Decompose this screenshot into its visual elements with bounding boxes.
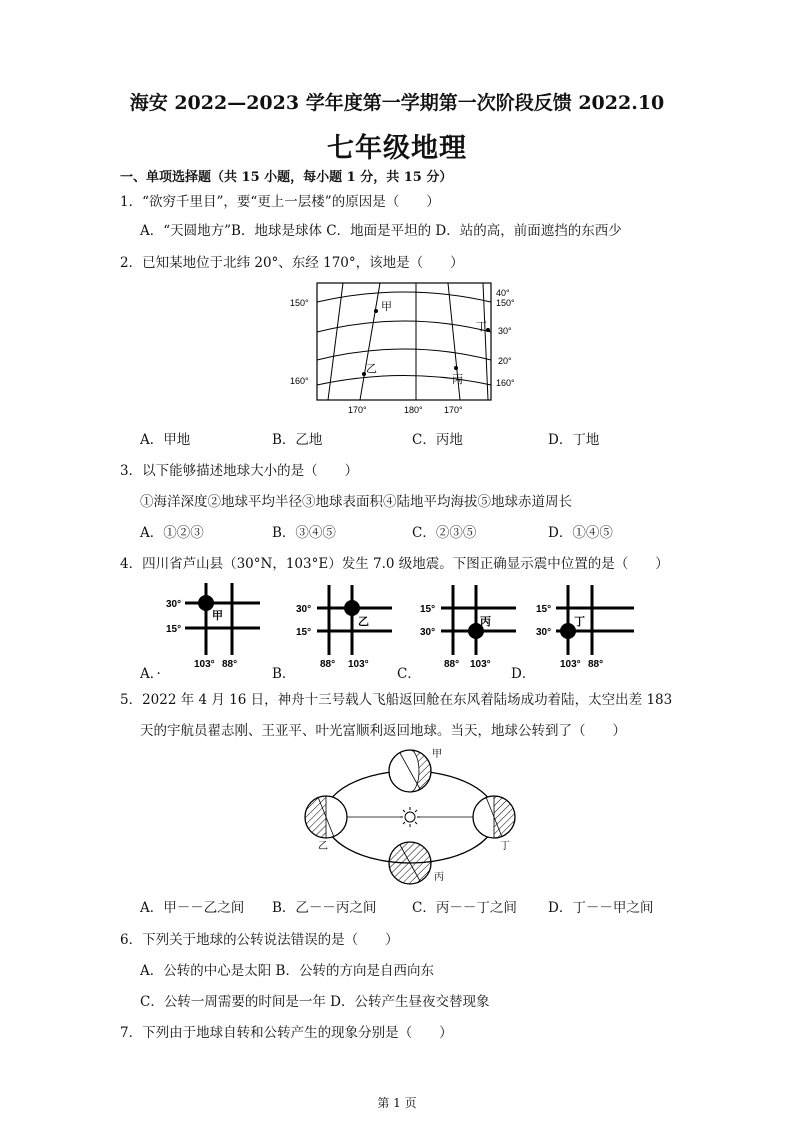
question-5-stem-line2: 天的宇航员翟志刚、王亚平、叶光富顺利返回地球。当天，地球公转到了（ ） xyxy=(140,723,626,739)
orbit-label-bottom: 丙 xyxy=(434,872,444,883)
parallel-30 xyxy=(317,321,491,332)
orbit-label-left: 乙 xyxy=(318,841,328,852)
point-bing xyxy=(454,366,458,370)
label-ding: 丁 xyxy=(476,321,487,333)
svg-text:30°: 30° xyxy=(296,604,312,615)
section-heading: 一、单项选择题（共 15 小题，每小题 1 分，共 15 分） xyxy=(120,170,453,185)
question-6-options-line1: A．公转的中心是太阳 B．公转的方向是自西向东 xyxy=(140,963,434,979)
svg-text:88°: 88° xyxy=(588,659,604,670)
svg-text:103°: 103° xyxy=(348,659,369,670)
svg-text:88°: 88° xyxy=(444,659,460,670)
question-5-option-d: D．丁－－甲之间 xyxy=(548,900,654,916)
earth-orbit-figure xyxy=(300,745,530,885)
parallel-40 xyxy=(317,292,491,302)
question-1-stem: 1．“欲穷千里目”，要“更上一层楼”的原因是（ ） xyxy=(120,194,440,210)
grid-option-d xyxy=(534,583,644,673)
question-3-stem: 3．以下能够描述地球大小的是（ ） xyxy=(120,463,359,479)
svg-text:30°: 30° xyxy=(420,627,436,638)
question-2-stem: 2．已知某地位于北纬 20°、东经 170°，该地是（ ） xyxy=(120,255,464,271)
svg-text:15°: 15° xyxy=(420,604,436,615)
question-5-option-c: C．丙－－丁之间 xyxy=(412,900,517,916)
label-jia: 甲 xyxy=(381,301,392,313)
svg-text:103°: 103° xyxy=(194,659,215,670)
page-number: 第 1 页 xyxy=(377,1096,417,1110)
question-4-option-a: A．· xyxy=(140,666,161,682)
question-2-option-b: B．乙地 xyxy=(272,432,323,448)
question-5-option-b: B．乙－－丙之间 xyxy=(272,900,377,916)
graticule-map-figure xyxy=(288,280,528,420)
svg-text:88°: 88° xyxy=(320,659,336,670)
question-4-option-d: D． xyxy=(511,666,536,682)
question-4-stem: 4．四川省芦山县（30°N，103°E）发生 7.0 级地震。下图正确显示震中位置的是（ ） xyxy=(120,556,669,572)
question-5-option-a: A．甲－－乙之间 xyxy=(140,900,245,916)
grid-option-c xyxy=(416,583,526,673)
svg-text:103°: 103° xyxy=(470,659,491,670)
svg-text:15°: 15° xyxy=(166,624,182,635)
svg-text:15°: 15° xyxy=(296,627,312,638)
question-7-stem: 7．下列由于地球自转和公转产生的现象分别是（ ） xyxy=(120,1025,453,1041)
left-label-150: 150° xyxy=(290,298,309,308)
svg-text:乙: 乙 xyxy=(358,616,369,628)
epicenter-marker xyxy=(344,600,360,616)
question-2-option-a: A．甲地 xyxy=(140,432,191,448)
question-3-option-b: B．③④⑤ xyxy=(272,525,336,541)
map-frame xyxy=(317,283,491,400)
question-4-option-b: B． xyxy=(272,666,296,682)
meridian-1 xyxy=(328,283,343,400)
question-3-option-a: A．①②③ xyxy=(140,525,204,541)
svg-text:103°: 103° xyxy=(560,659,581,670)
right-label-150: 150° xyxy=(496,298,515,308)
bottom-label-170-right: 170° xyxy=(444,405,463,415)
subject-title: 七年级地理 xyxy=(327,133,467,164)
right-label-30: 30° xyxy=(498,326,512,336)
parallel-20 xyxy=(317,349,491,360)
epicenter-marker xyxy=(198,595,214,611)
label-bing: 丙 xyxy=(452,374,463,386)
svg-text:30°: 30° xyxy=(536,627,552,638)
question-4-option-c: C． xyxy=(397,666,421,682)
left-label-160: 160° xyxy=(290,376,309,386)
svg-text:丙: 丙 xyxy=(480,616,491,628)
right-label-160: 160° xyxy=(496,378,515,388)
svg-text:30°: 30° xyxy=(166,599,182,610)
question-3-option-d: D．①④⑤ xyxy=(548,525,613,541)
right-label-20: 20° xyxy=(498,356,512,366)
meridian-2 xyxy=(360,283,380,400)
orbit-label-top: 甲 xyxy=(432,749,442,760)
sun-icon xyxy=(405,812,415,822)
question-2-option-c: C．丙地 xyxy=(412,432,463,448)
question-6-options-line2: C．公转一周需要的时间是一年 D．公转产生昼夜交替现象 xyxy=(140,994,490,1010)
svg-text:15°: 15° xyxy=(536,604,552,615)
question-3-option-c: C．②③⑤ xyxy=(412,525,477,541)
bottom-label-180: 180° xyxy=(404,405,423,415)
grid-option-b xyxy=(292,583,402,673)
svg-text:丁: 丁 xyxy=(574,616,585,628)
question-6-stem: 6．下列关于地球的公转说法错误的是（ ） xyxy=(120,932,399,948)
exam-title: 海安 2022—2023 学年度第一学期第一次阶段反馈 2022.10 xyxy=(129,92,665,114)
question-1-options: A．“天圆地方”B．地球是球体 C．地面是平坦的 D．站的高，前面遮挡的东西少 xyxy=(140,223,622,239)
question-5-stem-line1: 5．2022 年 4 月 16 日，神舟十三号载人飞船返回舱在东风着陆场成功着陆，太空出差 183 xyxy=(120,692,673,708)
point-jia xyxy=(374,309,378,313)
question-3-items: ①海洋深度②地球平均半径③地球表面积④陆地平均海拔⑤地球赤道周长 xyxy=(140,494,572,510)
svg-text:甲: 甲 xyxy=(212,610,223,622)
svg-text:88°: 88° xyxy=(222,659,238,670)
parallel-10 xyxy=(317,376,491,386)
label-yi: 乙 xyxy=(366,363,377,375)
bottom-label-170-left: 170° xyxy=(348,405,367,415)
orbit-label-right: 丁 xyxy=(500,841,510,852)
question-2-option-d: D．丁地 xyxy=(548,432,600,448)
grid-option-a xyxy=(160,583,270,673)
right-label-40: 40° xyxy=(496,288,510,298)
